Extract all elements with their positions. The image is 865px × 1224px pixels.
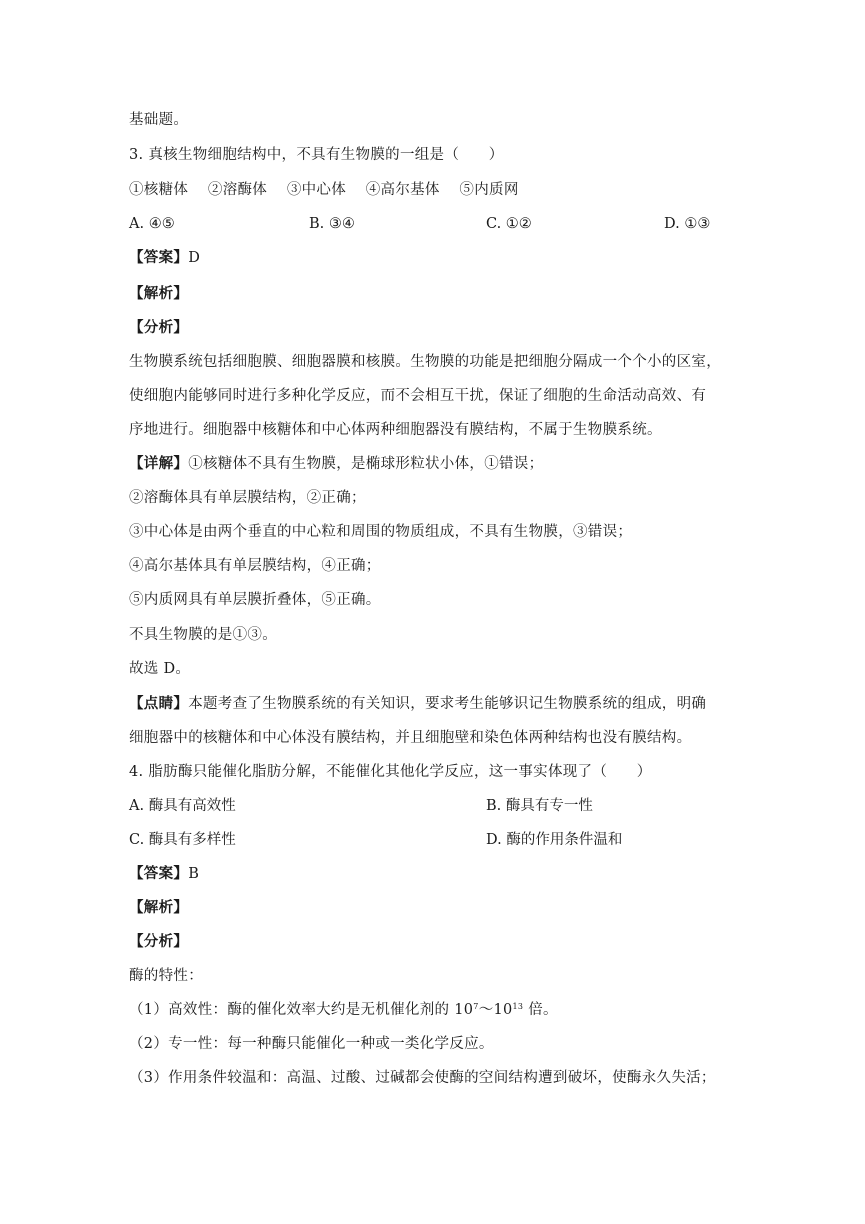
- detail-tag: 【详解】: [129, 455, 189, 472]
- q4-option-c: C. 酶具有多样性: [129, 832, 236, 848]
- q3-comment-line: 细胞器中的核糖体和中心体没有膜结构，并且细胞壁和染色体两种结构也没有膜结构。: [129, 730, 692, 746]
- q3-detail-line: 不具生物膜的是①③。: [129, 627, 277, 643]
- question-3-stem: 3. 真核生物细胞结构中，不具有生物膜的一组是（ ）: [129, 147, 504, 163]
- q3-detail-line: ⑤内质网具有单层膜折叠体，⑤正确。: [129, 592, 381, 608]
- q3-analysis-line: 生物膜系统包括细胞膜、细胞器膜和核膜。生物膜的功能是把细胞分隔成一个个小的区室，: [129, 354, 721, 370]
- q4-option-b: B. 酶具有专一性: [486, 798, 593, 814]
- q3-option-c: C. ①②: [486, 216, 532, 232]
- q3-fenxi-heading: 【分析】: [129, 319, 189, 336]
- q3-answer: [129, 248, 200, 268]
- q4-answer: [129, 864, 199, 884]
- q4-option-a: A. 酶具有高效性: [129, 798, 236, 814]
- q3-option-d: D. ①③: [664, 216, 711, 232]
- q4-trait-3: （3）作用条件较温和：高温、过酸、过碱都会使酶的空间结构遭到破坏，使酶永久失活；: [129, 1070, 716, 1086]
- q3-comment-line: 【点睛】本题考查了生物膜系统的有关知识，要求考生能够识记生物膜系统的组成，明确: [129, 695, 707, 712]
- q4-option-d: D. 酶的作用条件温和: [486, 832, 623, 848]
- q3-detail-line: 故选 D。: [129, 661, 191, 677]
- q3-detail-line: ④高尔基体具有单层膜结构，④正确；: [129, 558, 381, 574]
- q3-detail-line: 【详解】①核糖体不具有生物膜，是椭球形粒状小体，①错误；: [129, 455, 544, 472]
- q4-fenxi-heading: 【分析】: [129, 933, 189, 950]
- answer-value: B: [188, 866, 200, 882]
- q3-jiexi-heading: 【解析】: [129, 285, 189, 302]
- intro-text: 基础题。: [129, 112, 189, 128]
- answer-value: D: [188, 250, 201, 266]
- q3-option-a: A. ④⑤: [129, 216, 175, 232]
- comment-tag: 【点睛】: [129, 695, 189, 712]
- q4-trait-2: （2）专一性：每一种酶只能催化一种或一类化学反应。: [129, 1036, 494, 1052]
- question-4-stem: 4. 脂肪酶只能催化脂肪分解，不能催化其他化学反应，这一事实体现了（ ）: [129, 764, 652, 780]
- q4-trait-1: （1）高效性：酶的催化效率大约是无机催化剂的 $10^7\sim 10^{13}$ 倍。: [129, 1002, 558, 1018]
- q4-jiexi-heading: 【解析】: [129, 899, 189, 916]
- q3-detail-line: ②溶酶体具有单层膜结构，②正确；: [129, 490, 366, 506]
- q4-traits-title: 酶的特性：: [129, 968, 203, 984]
- q3-option-b: B. ③④: [309, 216, 355, 232]
- q3-detail-line: ③中心体是由两个垂直的中心粒和周围的物质组成，不具有生物膜，③错误；: [129, 524, 633, 540]
- answer-tag: 【答案】: [129, 249, 189, 266]
- question-3-items: ①核糖体 ②溶酶体 ③中心体 ④高尔基体 ⑤内质网: [129, 182, 519, 198]
- q3-analysis-line: 使细胞内能够同时进行多种化学反应，而不会相互干扰，保证了细胞的生命活动高效、有: [129, 388, 707, 404]
- q3-analysis-line: 序地进行。细胞器中核糖体和中心体两种细胞器没有膜结构，不属于生物膜系统。: [129, 422, 662, 438]
- answer-tag: 【答案】: [129, 865, 189, 882]
